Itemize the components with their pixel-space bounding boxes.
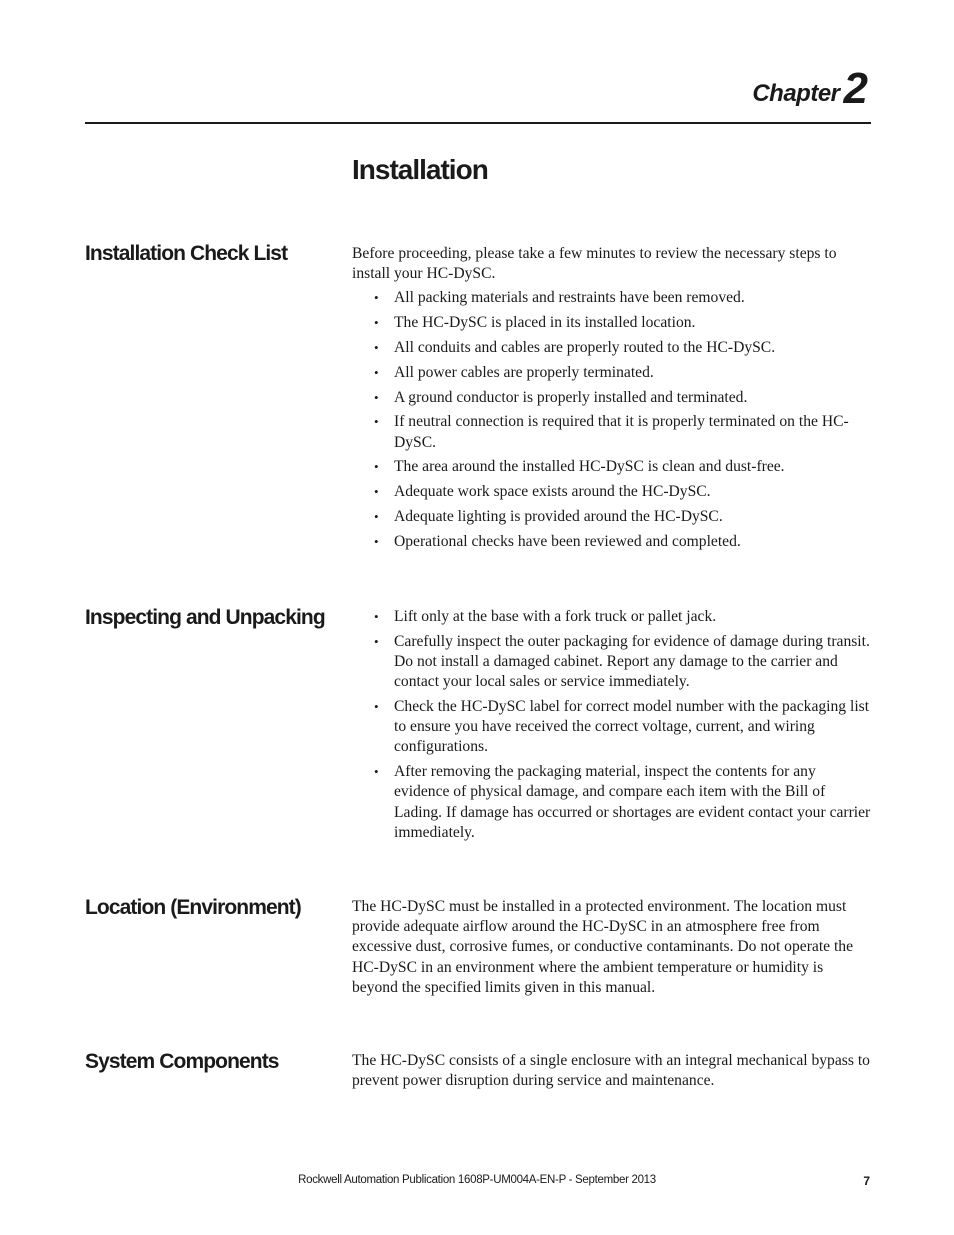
bullet-icon: •	[374, 389, 379, 405]
list-item: • Carefully inspect the outer packaging for evidence of damage during transit. Do not install a damaged cabinet. Report any damage to the carrier and contact your local sales or service immediately.	[374, 632, 870, 691]
list-item: • A ground conductor is properly installed and terminated.	[352, 388, 872, 408]
bullet-icon: •	[374, 609, 379, 624]
bullet-icon: •	[374, 290, 379, 306]
check-list-intro: Before proceeding, please take a few minutes to review the necessary steps to install your HC-DySC.	[352, 245, 837, 283]
bullet-icon: •	[374, 484, 379, 500]
chapter-divider	[85, 122, 871, 124]
list-item: • Lift only at the base with a fork truck or pallet jack.	[352, 607, 872, 627]
section-body-location-environment	[352, 897, 872, 998]
list-item: • The area around the installed HC-DySC is clean and dust-free.	[352, 457, 872, 477]
chapter-number: 2	[843, 64, 868, 113]
bullet-icon: •	[374, 414, 379, 430]
list-item: • All conduits and cables are properly routed to the HC-DySC.	[352, 338, 872, 358]
bullet-icon: •	[374, 315, 379, 331]
bullet-icon: •	[374, 533, 379, 549]
page-title: Installation	[352, 154, 488, 185]
unpacking-list	[352, 607, 872, 843]
bullet-icon: •	[374, 508, 379, 524]
components-paragraph: The HC-DySC consists of a single enclosure with an integral mechanical bypass to prevent power disruption during service and maintenance.	[352, 1052, 870, 1090]
section-heading-installation-check-list: Installation Check List	[85, 242, 288, 265]
bullet-icon: •	[374, 364, 379, 380]
list-item: • Operational checks have been reviewed and completed.	[352, 532, 872, 552]
section-heading-location-environment: Location (Environment)	[85, 896, 301, 919]
section-heading-inspecting-and-unpacking: Inspecting and Unpacking	[85, 606, 325, 629]
list-item: • All packing materials and restraints have been removed.	[352, 288, 872, 308]
list-item: • Adequate work space exists around the HC-DySC.	[352, 482, 872, 502]
bullet-icon: •	[374, 340, 379, 355]
section-body-inspecting-and-unpacking	[352, 603, 872, 848]
section-body-installation-check-list	[352, 244, 872, 557]
location-paragraph: The HC-DySC must be installed in a protected environment. The location must provide adequate airflow around the HC-DySC in an atmosphere free from excessive dust, corrosive fumes, or conductive contaminants. Do not operate the HC-DySC in an environment where the ambient temperature or humidity is beyond the specified limits given in this manual.	[352, 898, 854, 996]
list-item: • Adequate lighting is provided around the HC-DySC.	[352, 507, 872, 527]
bullet-icon: •	[374, 764, 379, 780]
list-item: • If neutral connection is required that it is properly terminated on the HC-DySC.	[374, 413, 849, 451]
list-item: • The HC-DySC is placed in its installed location.	[352, 313, 872, 333]
bullet-icon: •	[374, 633, 379, 649]
check-list	[352, 288, 872, 552]
chapter-word: Chapter	[752, 80, 840, 107]
section-body-system-components	[352, 1051, 872, 1091]
list-item: • All power cables are properly terminated.	[352, 363, 872, 383]
chapter-label	[752, 64, 868, 114]
page-number: 7	[863, 1174, 870, 1188]
section-heading-system-components: System Components	[85, 1050, 279, 1073]
bullet-icon: •	[374, 459, 379, 475]
footer-publication: Rockwell Automation Publication 1608P-UM004A-EN-P - September 2013	[298, 1174, 656, 1186]
bullet-icon: •	[374, 699, 379, 714]
list-item: • Check the HC-DySC label for correct model number with the packaging list to ensure you have received the correct voltage, current, and wiring configurations.	[374, 698, 870, 756]
list-item: • After removing the packaging material, inspect the contents for any evidence of physical damage, and compare each item with the Bill of Lading. If damage has occurred or shortages are evident contact your carrier immediately.	[374, 763, 871, 841]
